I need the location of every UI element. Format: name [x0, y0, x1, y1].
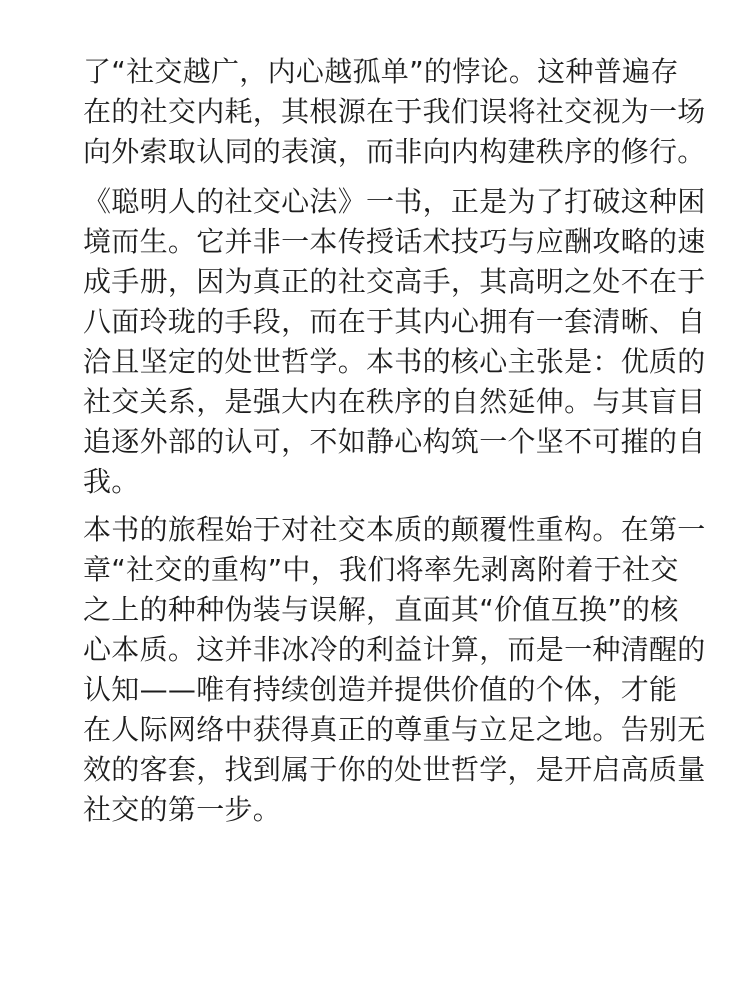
paragraph-1 [83, 52, 706, 172]
text-line: 章“社交的重构”中，我们将率先剥离附着于社交 [83, 553, 679, 586]
text-line: 社交关系，是强大内在秩序的自然延伸。与其盲目 [83, 385, 706, 418]
text-line: 本书的旅程始于对社交本质的颠覆性重构。在第一 [83, 513, 706, 546]
text-line: 心本质。这并非冰冷的利益计算，而是一种清醒的 [83, 633, 706, 666]
text-line: 向外索取认同的表演，而非向内构建秩序的修行。 [83, 135, 706, 168]
text-line: 《聪明人的社交心法》一书，正是为了打破这种困 [83, 185, 706, 218]
text-line: 八面玲珑的手段，而在于其内心拥有一套清晰、自 [83, 305, 706, 338]
text-line: 在的社交内耗，其根源在于我们误将社交视为一场 [83, 95, 706, 128]
text-line: 效的客套，找到属于你的处世哲学，是开启高质量 [83, 753, 706, 786]
text-line: 境而生。它并非一本传授话术技巧与应酬攻略的速 [83, 225, 706, 258]
text-line: 洽且坚定的处世哲学。本书的核心主张是：优质的 [83, 345, 706, 378]
text-line: 追逐外部的认可，不如静心构筑一个坚不可摧的自 [83, 425, 706, 458]
text-line: 之上的种种伪装与误解，直面其“价值互换”的核 [83, 593, 679, 626]
text-line: 了“社交越广，内心越孤单”的悖论。这种普遍存 [83, 55, 679, 88]
paragraph-2 [83, 182, 706, 502]
text-line: 在人际网络中获得真正的尊重与立足之地。告别无 [83, 713, 706, 746]
text-line: 社交的第一步。 [83, 793, 282, 826]
paragraph-3 [83, 510, 706, 830]
text-line: 成手册，因为真正的社交高手，其高明之处不在于 [83, 265, 706, 298]
text-line: 认知——唯有持续创造并提供价值的个体，才能 [83, 673, 678, 706]
text-line: 我。 [83, 465, 140, 498]
